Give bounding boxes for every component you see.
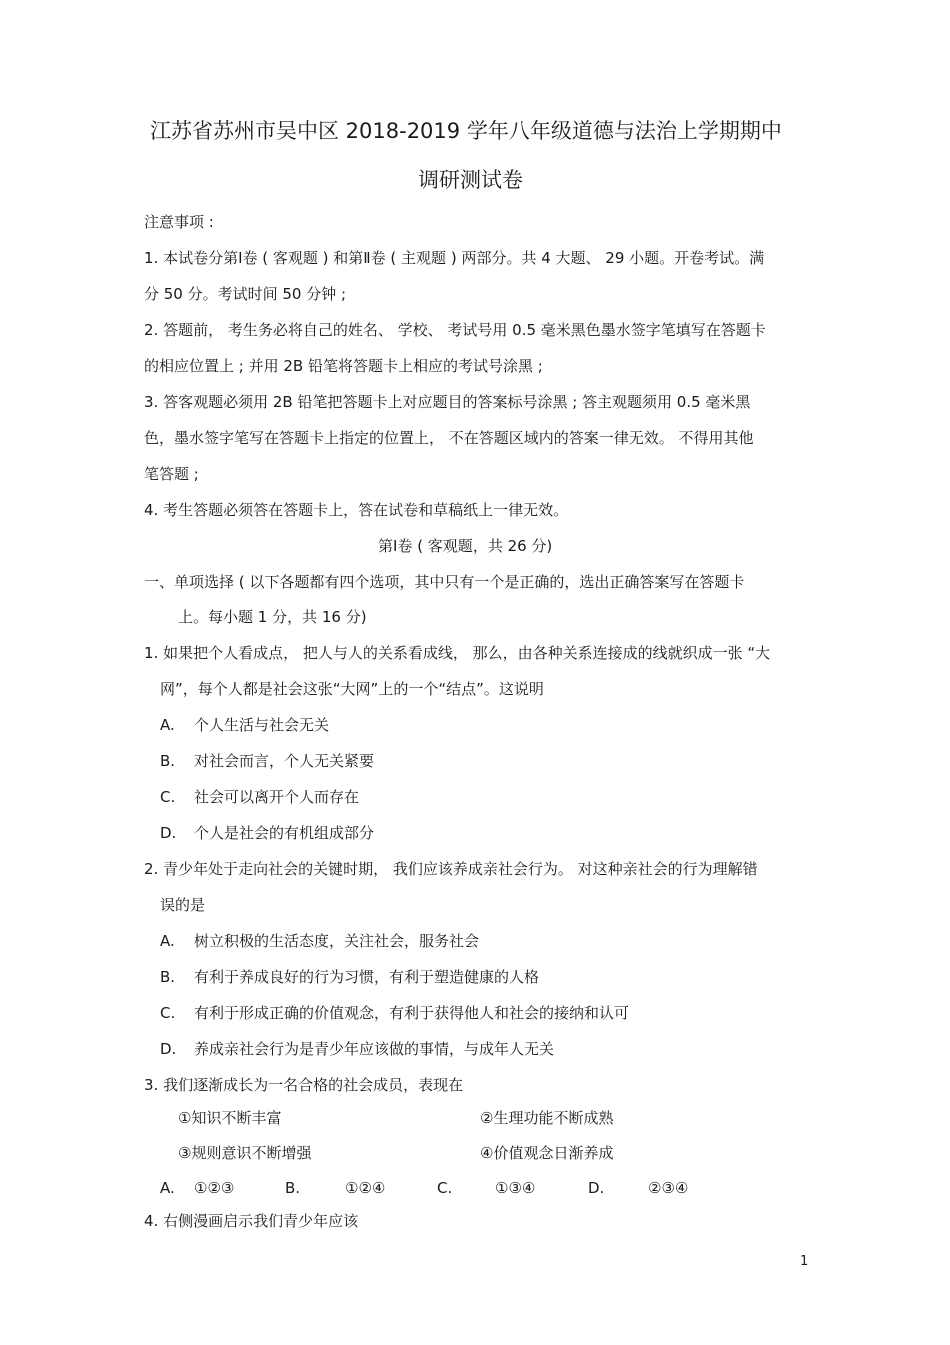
- q2-option-text: 树立积极的生活态度，关注社会，服务社会: [194, 932, 480, 950]
- q3-option-text: ②③④: [648, 1179, 689, 1197]
- q2-option-text: 有利于形成正确的价值观念，有利于获得他人和社会的接纳和认可: [194, 1004, 630, 1022]
- question-3-stem: 3. 我们逐渐成长为一名合格的社会成员，表现在: [144, 1076, 464, 1094]
- notice-line: 3. 答客观题必须用 2B 铅笔把答题卡上对应题目的答案标号涂黑 ; 答主观题须用 0.5 毫米黑: [144, 393, 751, 411]
- q2-option-letter: D.: [160, 1040, 177, 1058]
- q3-option-letter: B.: [285, 1179, 301, 1197]
- q3-item: ②生理功能不断成熟: [480, 1109, 614, 1127]
- q3-option-text: ①②④: [345, 1179, 386, 1197]
- q2-option-letter: A.: [160, 932, 175, 950]
- q3-item: ③规则意识不断增强: [178, 1144, 312, 1162]
- question-1-stem-cont: 网”，每个人都是社会这张“大网”上的一个“结点”。这说明: [160, 680, 544, 698]
- question-2-stem: 2. 青少年处于走向社会的关键时期， 我们应该养成亲社会行为。 对这种亲社会的行为理解错: [144, 860, 758, 878]
- q1-option-letter: A.: [160, 716, 175, 734]
- page-number: 1: [800, 1254, 809, 1269]
- q1-option-letter: B.: [160, 752, 176, 770]
- question-4-stem: 4. 右侧漫画启示我们青少年应该: [144, 1212, 359, 1230]
- q1-option-text: 社会可以离开个人而存在: [194, 788, 360, 806]
- notice-line: 的相应位置上 ; 并用 2B 铅笔将答题卡上相应的考试号涂黑 ;: [144, 357, 543, 375]
- notice-heading: 注意事项 :: [144, 213, 214, 231]
- q1-option-text: 个人生活与社会无关: [194, 716, 330, 734]
- q3-item: ④价值观念日渐养成: [480, 1144, 614, 1162]
- notice-line: 分 50 分。考试时间 50 分钟 ;: [144, 285, 347, 303]
- doc-title-line1: 江苏省苏州市吴中区 2018-2019 学年八年级道德与法治上学期期中: [150, 119, 782, 143]
- q1-option-letter: D.: [160, 824, 177, 842]
- question-1-stem: 1. 如果把个人看成点， 把人与人的关系看成线， 那么，由各种关系连接成的线就织成一张 “大: [144, 644, 771, 662]
- q1-option-letter: C.: [160, 788, 176, 806]
- q3-option-letter: C.: [437, 1179, 453, 1197]
- q1-option-text: 对社会而言，个人无关紧要: [194, 752, 375, 770]
- q3-option-letter: D.: [588, 1179, 605, 1197]
- doc-title-line2: 调研测试卷: [418, 168, 523, 192]
- notice-line: 色，墨水签字笔写在答题卡上指定的位置上， 不在答题区域内的答案一律无效。 不得用其他: [144, 429, 754, 447]
- notice-line: 4. 考生答题必须答在答题卡上，答在试卷和草稿纸上一律无效。: [144, 501, 569, 519]
- q2-option-text: 养成亲社会行为是青少年应该做的事情，与成年人无关: [194, 1040, 555, 1058]
- part-instructions-cont: 上。每小题 1 分，共 16 分): [178, 608, 367, 626]
- question-2-stem-cont: 误的是: [160, 896, 206, 914]
- q3-option-text: ①③④: [495, 1179, 536, 1197]
- q3-option-text: ①②③: [194, 1179, 235, 1197]
- q2-option-letter: B.: [160, 968, 176, 986]
- notice-line: 1. 本试卷分第Ⅰ卷 ( 客观题 ) 和第Ⅱ卷 ( 主观题 ) 两部分。共 4 大题、 29 小题。开卷考试。满: [144, 249, 765, 267]
- notice-line: 2. 答题前， 考生务必将自己的姓名、 学校、 考试号用 0.5 毫米黑色墨水签字笔填写在答题卡: [144, 321, 766, 339]
- q2-option-letter: C.: [160, 1004, 176, 1022]
- q3-item: ①知识不断丰富: [178, 1109, 282, 1127]
- q3-option-letter: A.: [160, 1179, 175, 1197]
- notice-line: 笔答题 ;: [144, 465, 199, 483]
- q2-option-text: 有利于养成良好的行为习惯，有利于塑造健康的人格: [194, 968, 540, 986]
- section-heading: 第Ⅰ卷 ( 客观题，共 26 分): [378, 537, 553, 555]
- q1-option-text: 个人是社会的有机组成部分: [194, 824, 375, 842]
- part-instructions: 一、单项选择 ( 以下各题都有四个选项，其中只有一个是正确的，选出正确答案写在答题卡: [144, 573, 745, 591]
